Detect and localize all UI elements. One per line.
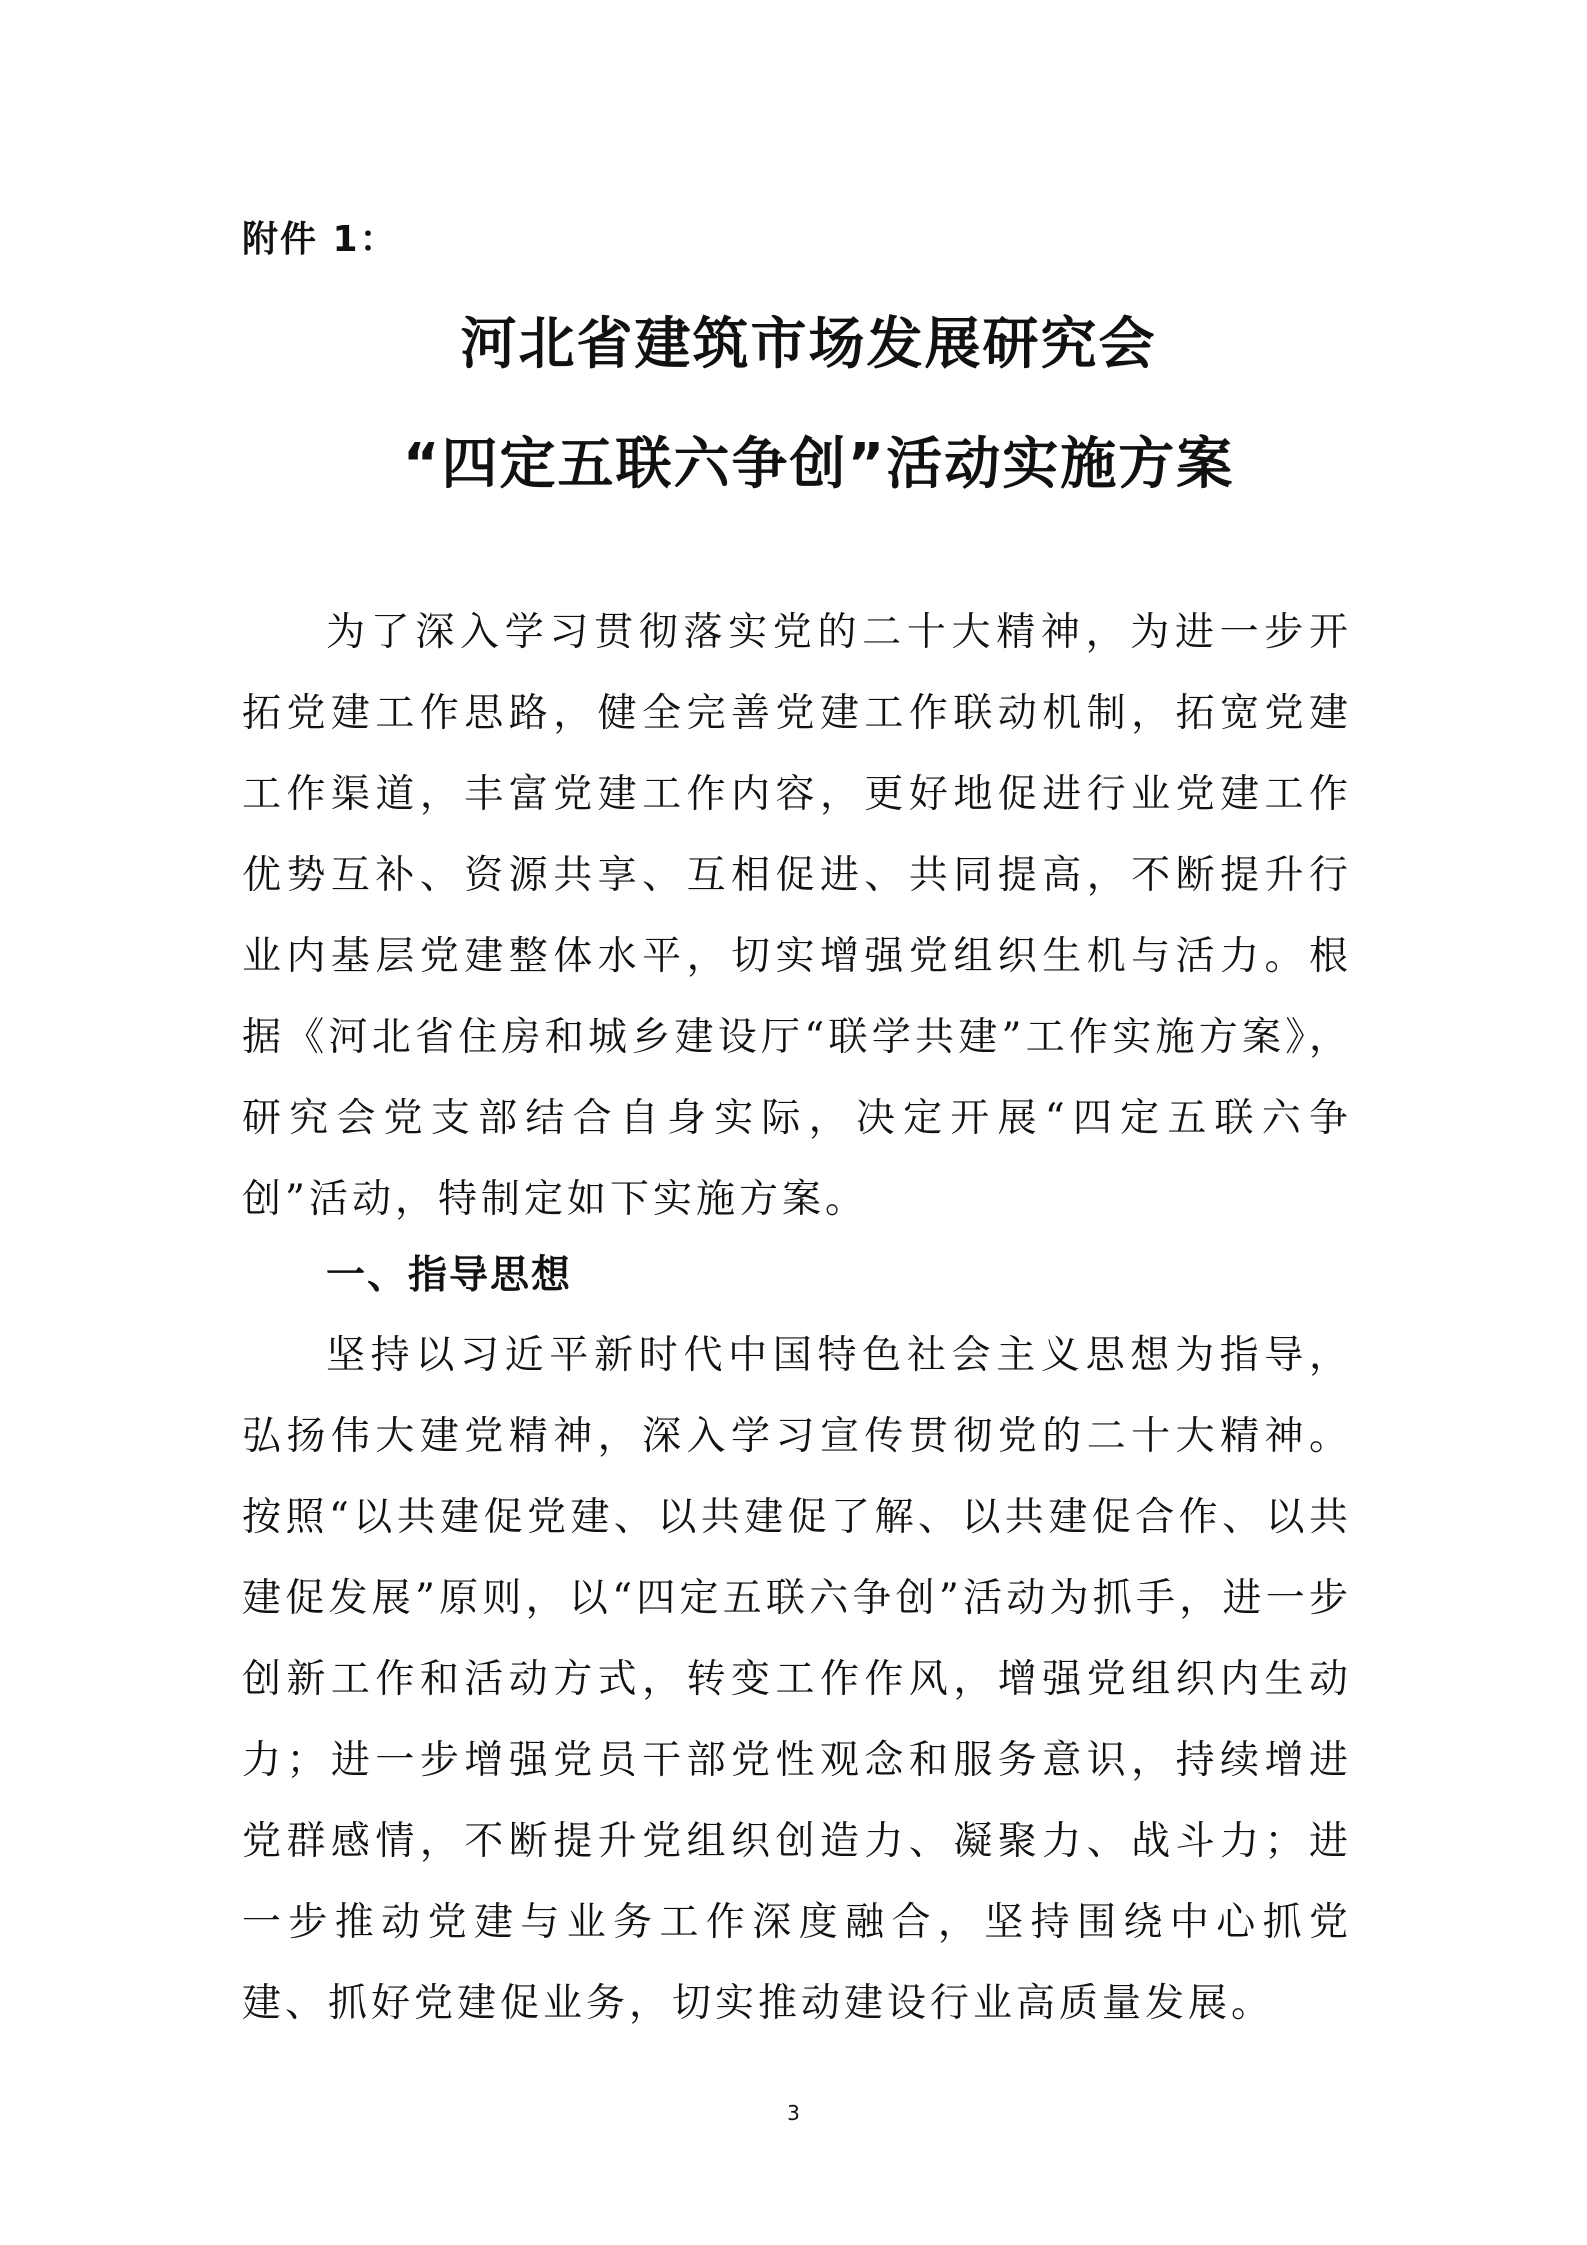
page-number: 3 [787, 2101, 800, 2125]
body-paragraph-intro: 为了深入学习贯彻落实党的二十大精神，为进一步开拓党建工作思路，健全完善党建工作联动机制，拓宽党建工作渠道，丰富党建工作内容，更好地促进行业党建工作优势互补、资源共享、互相促进、共同提高，不断提升行业内基层党建整体水平，切实增强党组织生机与活力。根据《河北省住房和城乡建设厅“联学共建”工作实施方案》，研究会党支部结合自身实际，决定开展“四定五联六争创”活动，特制定如下实施方案。 [242, 610, 1352, 1222]
document-title-line-1: 河北省建筑市场发展研究会 [460, 312, 1157, 377]
document-title-line-2: “四定五联六争创”活动实施方案 [402, 432, 1235, 497]
body-paragraph-guiding-ideology: 坚持以习近平新时代中国特色社会主义思想为指导，弘扬伟大建党精神，深入学习宣传贯彻党的二十大精神。按照“以共建促党建、以共建促了解、以共建促合作、以共建促发展”原则，以“四定五联六争创”活动为抓手，进一步创新工作和活动方式，转变工作作风，增强党组织内生动力；进一步增强党员干部党性观念和服务意识，持续增进党群感情，不断提升党组织创造力、凝聚力、战斗力；进一步推动党建与业务工作深度融合，坚持围绕中心抓党建、抓好党建促业务，切实推动建设行业高质量发展。 [242, 1333, 1352, 2026]
section-heading-guiding-ideology: 一、指导思想 [326, 1253, 573, 1298]
attachment-label: 附件 1： [242, 219, 398, 260]
